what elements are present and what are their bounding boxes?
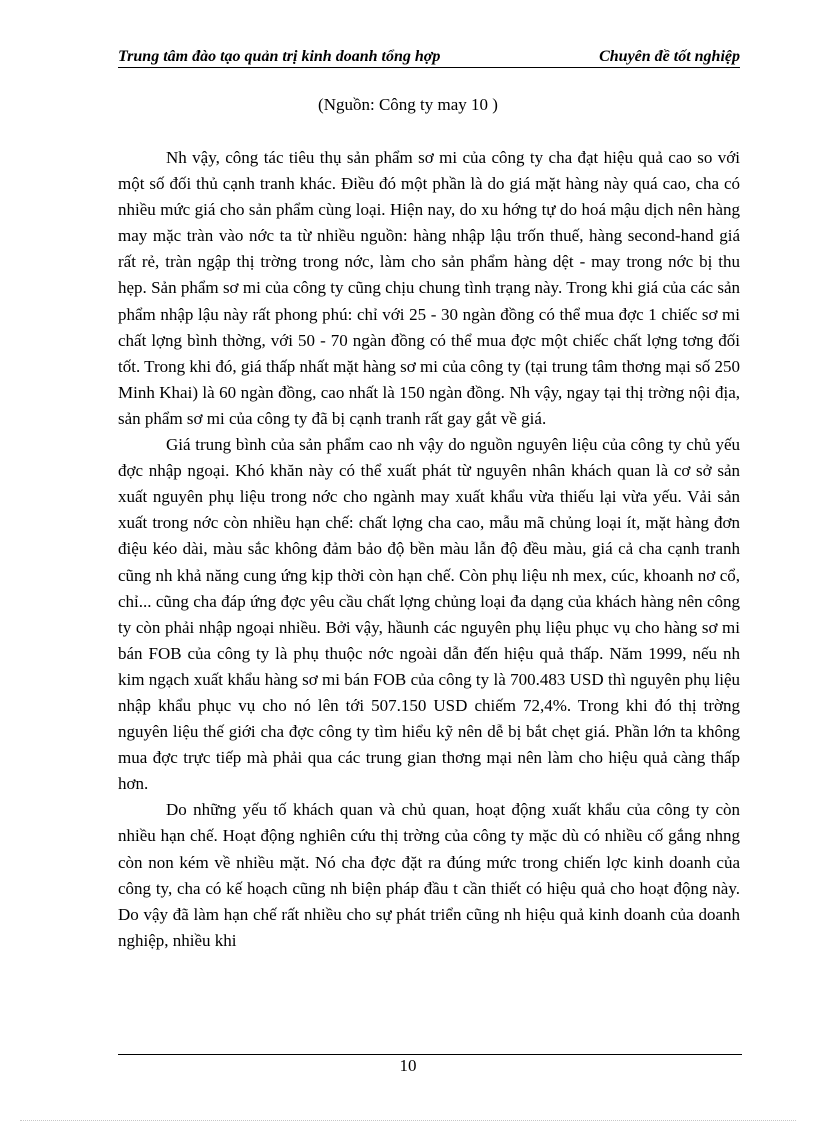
page-header [118,48,740,68]
header-left-title: Trung tâm đào tạo quản trị kinh doanh tổng hợp [118,48,441,65]
paragraph: Do những yếu tố khách quan và chủ quan, hoạt động xuất khẩu của công ty còn nhiều hạn chế. Hoạt động nghiên cứu thị trờng của công ty mặc dù có nhiều cố gắng nhng còn non kém về nhiều mặt. Nó cha đợc đặt ra đúng mức trong chiến lợc kinh doanh của công ty, cha có kế hoạch cũng nh biện pháp đầu t cần thiết có hiệu quả cho hoạt động này. Do vậy đã làm hạn chế rất nhiều cho sự phát triển cũng nh hiệu quả kinh doanh của doanh nghiệp, nhiều khi [118,800,740,950]
paragraph: Nh vậy, công tác tiêu thụ sản phẩm sơ mi của công ty cha đạt hiệu quả cao so với một số đối thủ cạnh tranh khác. Điều đó một phần là do giá mặt hàng này quá cao, cha có nhiều mức giá cho sản phẩm cùng loại. Hiện nay, do xu hớng tự do hoá mậu dịch nên hàng may mặc tràn vào nớc ta từ nhiều nguồn: hàng nhập lậu trốn thuế, hàng second-hand giá rất rẻ, tràn ngập thị trờng trong nớc, làm cho sản phẩm hàng dệt - may trong nớc bị thu hẹp. Sản phẩm sơ mi của công ty cũng chịu chung tình trạng này. Trong khi giá của các sản phẩm nhập lậu này rất phong phú: chỉ với 25 - 30 ngàn đồng có thể mua đợc 1 chiếc sơ mi chất lợng bình thờng, với 50 - 70 ngàn đồng có thể mua đợc một chiếc chất lợng tơng đối tốt. Trong khi đó, giá thấp nhất mặt hàng sơ mi của công ty (tại trung tâm thơng mại số 250 Minh Khai) là 60 ngàn đồng, cao nhất là 150 ngàn đồng. Nh vậy, ngay tại thị trờng nội địa, sản phẩm sơ mi của công ty đã bị cạnh tranh rất gay gắt về giá. [118,148,740,428]
source-note: (Nguồn: Công ty may 10 ) [318,95,498,114]
footer-divider [118,1054,742,1055]
header-right-title: Chuyên đề tốt nghiệp [599,48,740,65]
page-number: 10 [399,1056,417,1075]
body-text [118,145,740,954]
paragraph: Giá trung bình của sản phẩm cao nh vậy do nguồn nguyên liệu của công ty chủ yếu đợc nhập ngoại. Khó khăn này có thể xuất phát từ nguyên nhân khách quan là cơ sở sản xuất nguyên phụ liệu trong nớc cho ngành may xuất khẩu vừa thiếu lại vừa yếu. Vải sản xuất trong nớc còn nhiều hạn chế: chất lợng cha cao, mẫu mã chủng loại ít, mặt hàng đơn điệu kéo dài, màu sắc không đảm bảo độ bền màu lẫn độ đều màu, giá cả cha cạnh tranh cũng nh khả năng cung ứng kịp thời còn hạn chế. Còn phụ liệu nh mex, cúc, khoanh nơ cổ, chỉ... cũng cha đáp ứng đợc yêu cầu chất lợng chủng loại đa dạng của khách hàng nên công ty còn phải nhập ngoại nhiều. Bởi vậy, hầunh các nguyên phụ liệu phục vụ cho hàng sơ mi bán FOB của công ty là phụ thuộc nớc ngoài dẫn đến hiệu quả thấp. Năm 1999, nếu nh kim ngạch xuất khẩu hàng sơ mi bán FOB của công ty là 700.483 USD thì nguyên phụ liệu nhập khẩu phục vụ cho nó lên tới 507.150 USD chiếm 72,4%. Trong khi đó thị trờng nguyên liệu thế giới cha đợc công ty tìm hiểu kỹ nên dễ bị bắt chẹt giá. Phần lớn ta không mua đợc trực tiếp mà phải qua các trung gian thơng mại nên làm cho hiệu quả càng thấp hơn. [118,435,740,794]
page-edge [20,1120,796,1121]
